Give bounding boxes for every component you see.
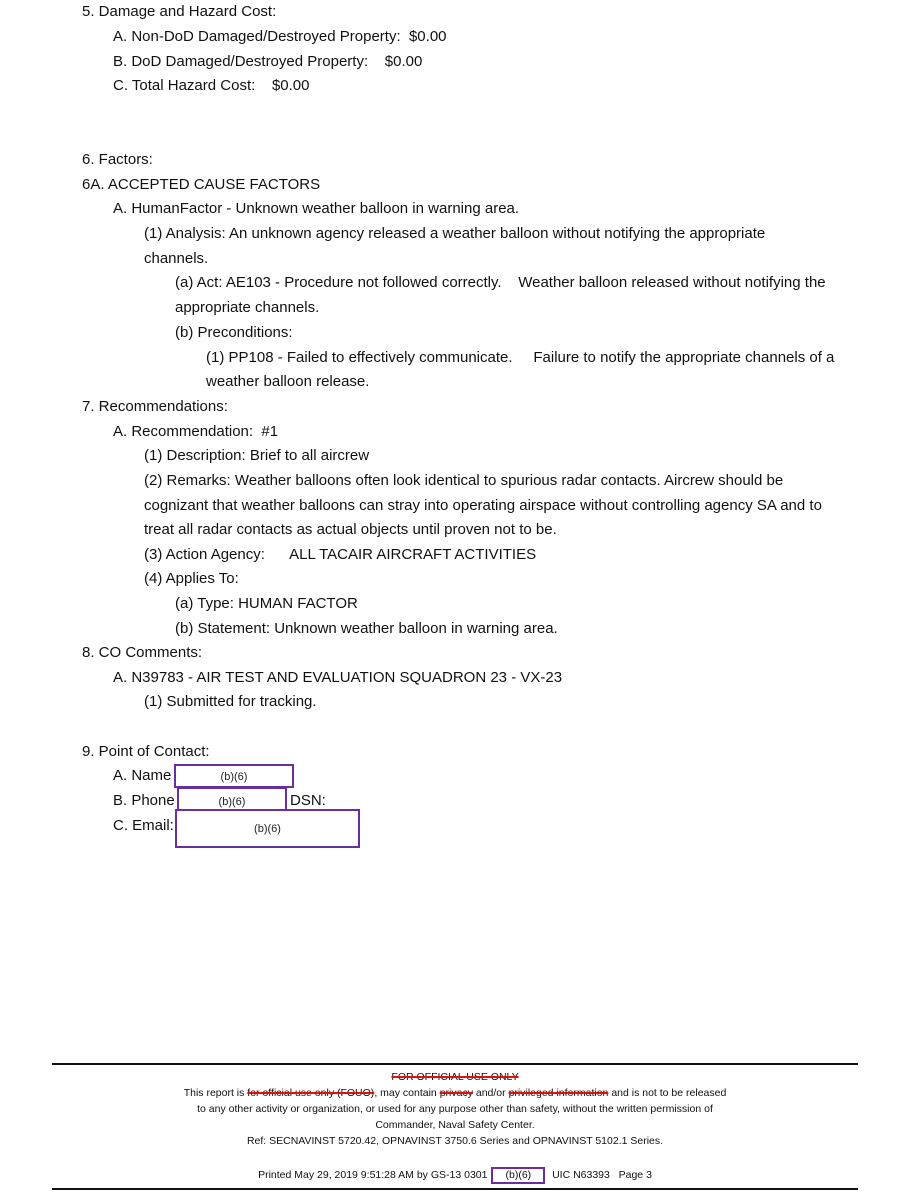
contact-name-label: A. Name	[113, 767, 172, 784]
notice-strike-privacy: privacy	[439, 1087, 473, 1099]
act-line-1	[175, 274, 826, 292]
action-agency-line	[144, 546, 536, 564]
analysis-line-2: channels.	[144, 250, 209, 267]
recommendation-label: A. Recommendation:	[113, 423, 254, 440]
section-9-heading: 9. Point of Contact:	[82, 743, 210, 760]
remarks-line-2: cognizant that weather balloons can stray into operating airspace without controlling agency SA and to	[144, 497, 822, 514]
notice-text-a: This report is	[183, 1087, 245, 1099]
dod-damage-row	[113, 53, 422, 71]
contact-email-label: C. Email:	[113, 817, 174, 834]
pp-suffix: Failure to notify the appropriate channels of a	[533, 349, 835, 366]
remarks-line-3: treat all radar contacts as actual objects until proven not to be.	[144, 521, 557, 538]
notice-text-c: and/or	[475, 1087, 506, 1099]
remarks-line-1: (2) Remarks: Weather balloons often look identical to spurious radar contacts. Aircrew should be	[144, 472, 784, 489]
human-factor-line: A. HumanFactor - Unknown weather balloon in warning area.	[113, 200, 520, 217]
applies-to-line: (4) Applies To:	[144, 570, 239, 587]
non-dod-damage-row	[113, 28, 447, 46]
description-line: (1) Description: Brief to all aircrew	[144, 447, 370, 464]
recommendation-number: #1	[261, 423, 279, 440]
footer-top-rule	[52, 1063, 858, 1065]
section-8-heading: 8. CO Comments:	[82, 644, 203, 661]
notice-text-d: and is not to be released	[611, 1087, 727, 1099]
analysis-line-1: (1) Analysis: An unknown agency released a weather balloon without notifying the appropriate	[144, 225, 766, 242]
dsn-label: DSN:	[290, 792, 326, 809]
section-6-heading: 6. Factors:	[82, 151, 153, 168]
footer-printed-line	[52, 1167, 858, 1184]
uic-code: UIC N63393	[552, 1169, 610, 1181]
act-line-2: appropriate channels.	[175, 299, 320, 316]
non-dod-damage-value: $0.00	[408, 28, 447, 45]
action-agency-label: (3) Action Agency:	[144, 546, 265, 563]
printed-info: Printed May 29, 2019 9:51:28 AM by GS-13 0301	[258, 1169, 488, 1181]
footer-reference: Ref: SECNAVINST 5720.42, OPNAVINST 3750.6 Series and OPNAVINST 5102.1 Series.	[246, 1135, 664, 1147]
statement-line: (b) Statement: Unknown weather balloon in warning area.	[175, 620, 558, 637]
act-prefix: (a) Act: AE103 - Procedure not followed correctly.	[175, 274, 502, 291]
action-agency-value: ALL TACAIR AIRCRAFT ACTIVITIES	[289, 546, 537, 563]
section-7-heading: 7. Recommendations:	[82, 398, 228, 415]
footer-bottom-rule	[52, 1188, 858, 1190]
footer-notice-line-3: Commander, Naval Safety Center.	[375, 1119, 535, 1131]
notice-strike-fouo: for official use only (FOUO)	[247, 1087, 375, 1099]
preconditions-line: (b) Preconditions:	[175, 324, 293, 341]
phone-redaction: (b)(6)	[177, 787, 287, 813]
page-number: Page 3	[618, 1169, 652, 1181]
notice-strike-privileged: privileged information	[508, 1087, 609, 1099]
total-hazard-label: C. Total Hazard Cost:	[113, 77, 256, 94]
accepted-cause-factors: 6A. ACCEPTED CAUSE FACTORS	[82, 176, 321, 193]
pp-prefix: (1) PP108 - Failed to effectively communicate.	[206, 349, 513, 366]
type-line: (a) Type: HUMAN FACTOR	[175, 595, 358, 612]
act-suffix: Weather balloon released without notifying the	[518, 274, 826, 291]
fouo-banner	[52, 1070, 858, 1085]
printer-redaction: (b)(6)	[491, 1167, 545, 1184]
squadron-line: A. N39783 - AIR TEST AND EVALUATION SQUADRON 23 - VX-23	[113, 669, 563, 686]
fouo-text: FOR OFFICIAL USE ONLY	[391, 1071, 519, 1083]
dod-damage-label: B. DoD Damaged/Destroyed Property:	[113, 53, 369, 70]
contact-phone-label: B. Phone	[113, 792, 175, 809]
co-comment-line: (1) Submitted for tracking.	[144, 693, 317, 710]
footer-notice-line-2: to any other activity or organization, or used for any purpose other than safety, without the written permission of	[197, 1103, 713, 1115]
email-redaction: (b)(6)	[175, 809, 360, 848]
notice-text-b: , may contain	[374, 1087, 437, 1099]
recommendation-line	[113, 423, 278, 441]
footer-notice-line-1	[52, 1086, 858, 1101]
non-dod-damage-label: A. Non-DoD Damaged/Destroyed Property:	[113, 28, 401, 45]
pp-line-1	[206, 349, 834, 367]
pp-line-2: weather balloon release.	[206, 373, 370, 390]
name-redaction: (b)(6)	[174, 764, 294, 788]
dod-damage-value: $0.00	[384, 53, 423, 70]
total-hazard-row	[113, 77, 310, 95]
section-5-heading: 5. Damage and Hazard Cost:	[82, 3, 277, 20]
total-hazard-value: $0.00	[271, 77, 310, 94]
